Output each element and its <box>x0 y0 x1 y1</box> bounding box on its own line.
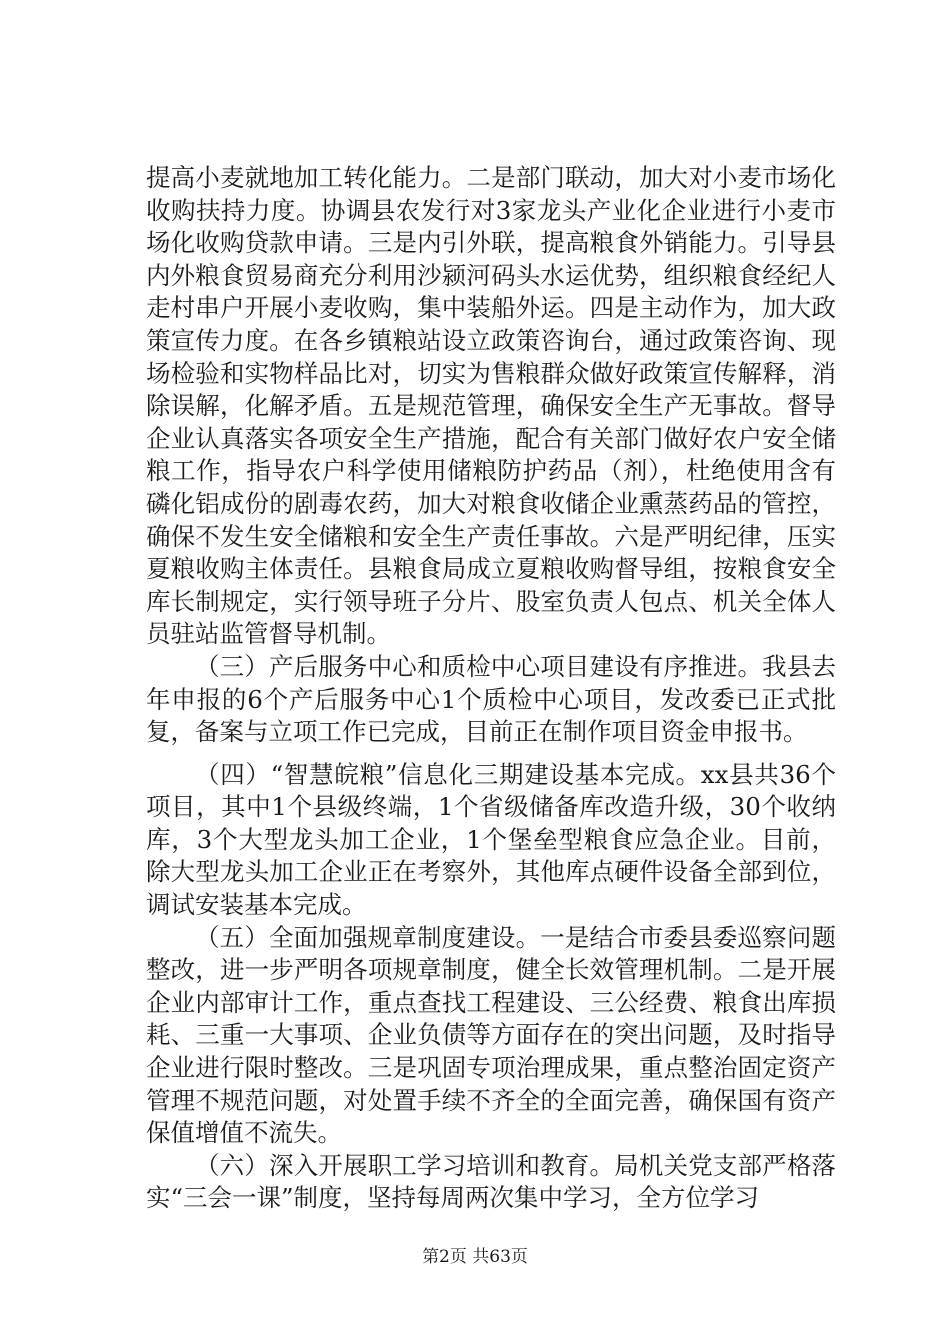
paragraph-section-3: （三）产后服务中心和质检中心项目建设有序推进。我县去年申报的6个产后服务中心1个质检中心项目，发改委已正式批复，备案与立项工作已完成，目前正在制作项目资金申报书。 <box>146 651 836 747</box>
paragraph-section-4: （四）“智慧皖粮”信息化三期建设基本完成。xx县共36个项目，其中1个县级终端，1个省级储备库改造升级，30个收纳库，3个大型龙头加工企业，1个堡垒型粮食应急企业。目前，除大型龙头加工企业正在考察外，其他库点硬件设备全部到位，调试安装基本完成。 <box>146 759 836 920</box>
page-footer: 第2页 共63页 <box>422 1247 528 1267</box>
paragraph-section-5: （五）全面加强规章制度建设。一是结合市委县委巡察问题整改，进一步严明各项规章制度，健全长效管理机制。二是开展企业内部审计工作，重点查找工程建设、三公经费、粮食出库损耗、三重一大事项、企业负债等方面存在的突出问题，及时指导企业进行限时整改。三是巩固专项治理成果，重点整治固定资产管理不规范问题，对处置手续不齐全的全面完善，确保国有资产保值增值不流失。 <box>146 922 836 1148</box>
document-body <box>146 162 836 1215</box>
paragraph-section-6: （六）深入开展职工学习培训和教育。局机关党支部严格落实“三会一课”制度，坚持每周两次集中学习，全方位学习 <box>146 1150 836 1213</box>
paragraph-continuation: 提高小麦就地加工转化能力。二是部门联动，加大对小麦市场化收购扶持力度。协调县农发行对3家龙头产业化企业进行小麦市场化收购贷款申请。三是内引外联，提高粮食外销能力。引导县内外粮食贸易商充分利用沙颍河码头水运优势，组织粮食经纪人走村串户开展小麦收购，集中装船外运。四是主动作为，加大政策宣传力度。在各乡镇粮站设立政策咨询台，通过政策咨询、现场检验和实物样品比对，切实为售粮群众做好政策宣传解释，消除误解，化解矛盾。五是规范管理，确保安全生产无事故。督导企业认真落实各项安全生产措施，配合有关部门做好农户安全储粮工作，指导农户科学使用储粮防护药品（剂），杜绝使用含有磷化铝成份的剧毒农药，加大对粮食收储企业熏蒸药品的管控，确保不发生安全储粮和安全生产责任事故。六是严明纪律，压实夏粮收购主体责任。县粮食局成立夏粮收购督导组，按粮食安全库长制规定，实行领导班子分片、股室负责人包点、机关全体人员驻站监管督导机制。 <box>146 163 836 649</box>
